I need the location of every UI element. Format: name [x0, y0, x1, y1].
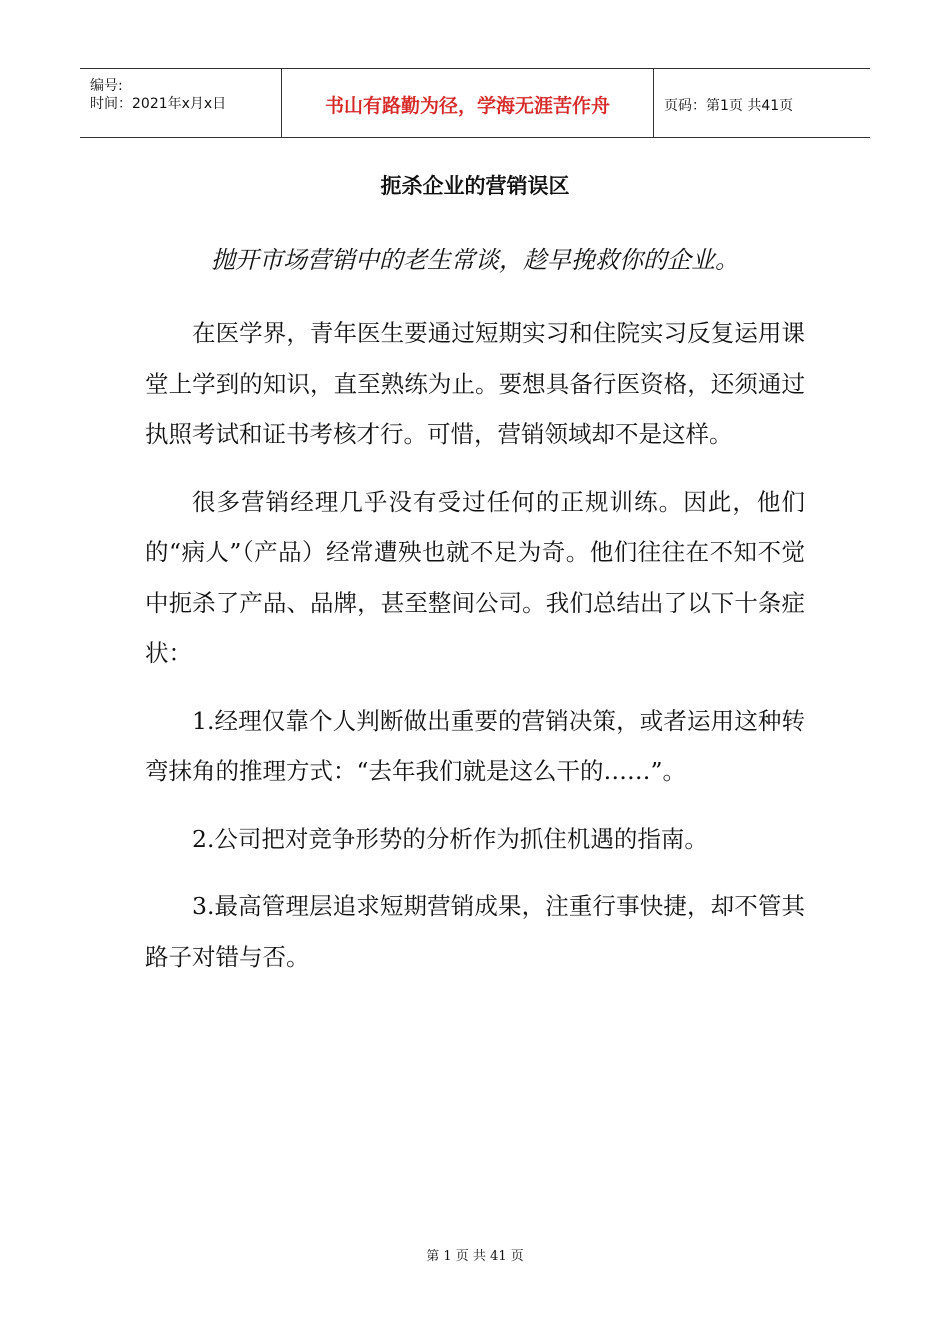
header-meta-cell [80, 69, 282, 137]
header-table [80, 68, 870, 138]
header-motto-cell [282, 69, 654, 137]
document-subtitle: 抛开市场营销中的老生常谈，趁早挽救你的企业。 [211, 246, 739, 274]
document-title: 扼杀企业的营销误区 [380, 174, 570, 198]
document-time-label: 时间：2021年x月x日 [90, 96, 227, 112]
document-body [145, 308, 805, 999]
header-motto: 书山有路勤为径，学海无涯苦作舟 [324, 95, 610, 117]
paragraph: 在医学界，青年医生要通过短期实习和住院实习反复运用课堂上学到的知识，直至熟练为止。要想具备行医资格，还须通过执照考试和证书考核才行。可惜，营销领域却不是这样。 [145, 319, 805, 448]
paragraph: 2.公司把对竞争形势的分析作为抓住机遇的指南。 [192, 824, 708, 853]
paragraph: 3.最高管理层追求短期营销成果，注重行事快捷，却不管其路子对错与否。 [145, 892, 805, 971]
document-code-label: 编号: [90, 78, 123, 94]
header-page-info: 页码：第1页 共41页 [664, 98, 794, 114]
paragraph: 很多营销经理几乎没有受过任何的正规训练。因此，他们的“病人”（产品）经常遭殃也就不足为奇。他们往往在不知不觉中扼杀了产品、品牌，甚至整间公司。我们总结出了以下十条症状： [145, 487, 805, 667]
header-page-cell [654, 69, 870, 137]
paragraph: 1.经理仅靠个人判断做出重要的营销决策，或者运用这种转弯抹角的推理方式：“去年我们就是这么干的……”。 [145, 706, 805, 785]
page-footer: 第 1 页 共 41 页 [426, 1249, 524, 1264]
